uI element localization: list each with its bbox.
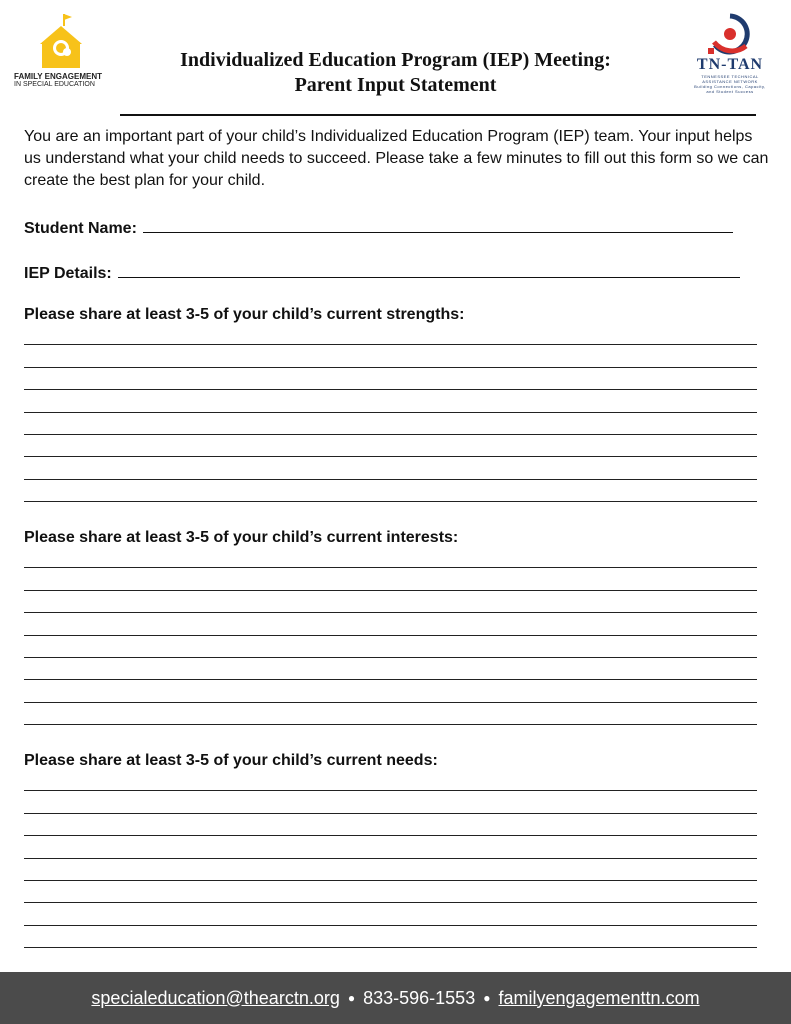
answer-line[interactable] bbox=[24, 814, 757, 836]
needs-heading: Please share at least 3-5 of your child’s current needs: bbox=[24, 752, 438, 769]
phone-number: 833-596-1553 bbox=[363, 987, 476, 1008]
email-link[interactable]: specialeducation@thearctn.org bbox=[91, 987, 340, 1008]
student-name-field[interactable] bbox=[24, 216, 733, 238]
bullet-separator-icon: ● bbox=[347, 991, 356, 1005]
answer-line[interactable] bbox=[24, 591, 757, 613]
page-title bbox=[120, 48, 671, 98]
website-link[interactable]: familyengagementtn.com bbox=[498, 987, 700, 1008]
answer-line[interactable] bbox=[24, 413, 757, 435]
answer-line[interactable] bbox=[24, 435, 757, 457]
answer-line[interactable] bbox=[24, 680, 757, 702]
answer-line[interactable] bbox=[24, 636, 757, 658]
answer-line[interactable] bbox=[24, 791, 757, 813]
title-line-2: Parent Input Statement bbox=[294, 74, 497, 96]
iep-details-label: IEP Details: bbox=[24, 265, 112, 282]
answer-line[interactable] bbox=[24, 903, 757, 925]
answer-line[interactable] bbox=[24, 546, 757, 568]
answer-line[interactable] bbox=[24, 568, 757, 590]
answer-line[interactable] bbox=[24, 859, 757, 881]
tntan-name: TN-TAN bbox=[696, 56, 764, 73]
answer-line[interactable] bbox=[24, 368, 757, 390]
student-name-line[interactable] bbox=[143, 216, 733, 233]
strengths-lines[interactable] bbox=[24, 323, 757, 502]
tntan-swirl-icon bbox=[706, 12, 754, 56]
iep-details-field[interactable] bbox=[24, 261, 740, 283]
title-line-1: Individualized Education Program (IEP) Meeting: bbox=[180, 49, 611, 71]
answer-line[interactable] bbox=[24, 658, 757, 680]
answer-line[interactable] bbox=[24, 836, 757, 858]
answer-line[interactable] bbox=[24, 480, 757, 502]
answer-line[interactable] bbox=[24, 703, 757, 725]
iep-details-line[interactable] bbox=[118, 261, 740, 278]
intro-paragraph: You are an important part of your child’s Individualized Education Program (IEP) team. Your input helps us understand what your child needs to succeed. Please take a few minutes to fill out this form so we can create the best plan for your child. bbox=[24, 128, 769, 189]
family-engagement-logo bbox=[14, 12, 114, 88]
bullet-separator-icon: ● bbox=[483, 991, 491, 1005]
interests-lines[interactable] bbox=[24, 546, 757, 725]
answer-line[interactable] bbox=[24, 613, 757, 635]
logo-line-2: IN SPECIAL EDUCATION bbox=[14, 81, 95, 88]
answer-line[interactable] bbox=[24, 926, 757, 948]
tntan-logo bbox=[690, 12, 770, 94]
page-header bbox=[0, 0, 791, 110]
student-name-label: Student Name: bbox=[24, 220, 137, 237]
answer-line[interactable] bbox=[24, 881, 757, 903]
answer-line[interactable] bbox=[24, 769, 757, 791]
answer-line[interactable] bbox=[24, 323, 757, 345]
header-divider bbox=[120, 114, 756, 116]
interests-heading: Please share at least 3-5 of your child’s current interests: bbox=[24, 529, 459, 546]
answer-line[interactable] bbox=[24, 345, 757, 367]
logo-line-1: FAMILY ENGAGEMENT bbox=[14, 72, 103, 81]
needs-lines[interactable] bbox=[24, 769, 757, 948]
schoolhouse-icon bbox=[38, 12, 84, 70]
tntan-tagline: Building Connections, Capacity, and Student Success bbox=[694, 84, 766, 94]
contact-footer bbox=[0, 972, 791, 1024]
strengths-heading: Please share at least 3-5 of your child’s current strengths: bbox=[24, 306, 465, 323]
tntan-subtitle: TENNESSEE TECHNICAL ASSISTANCE NETWORK bbox=[701, 74, 759, 84]
answer-line[interactable] bbox=[24, 457, 757, 479]
answer-line[interactable] bbox=[24, 390, 757, 412]
